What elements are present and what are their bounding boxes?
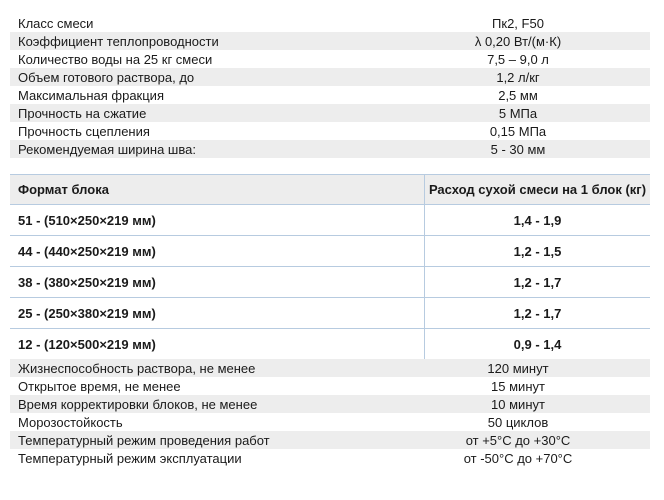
spec-value: 50 циклов: [487, 414, 549, 430]
column-header-format: Формат блока: [10, 175, 425, 205]
specs-bottom-table: [10, 359, 650, 467]
block-format-cell: 12 - (120×500×219 мм): [10, 329, 425, 360]
spec-row-pot-life: [10, 359, 650, 377]
spec-label: Прочность на сжатие: [18, 105, 147, 121]
consumption-cell: 1,2 - 1,7: [425, 267, 651, 298]
spec-row-open-time: [10, 377, 650, 395]
spec-value: от -50°С до +70°С: [463, 450, 573, 466]
spec-label: Жизнеспособность раствора, не менее: [18, 360, 256, 376]
spec-value: 1,2 л/кг: [496, 69, 540, 85]
table-row: [10, 236, 650, 267]
spec-row-compressive-strength: [10, 104, 650, 122]
spec-value: Пк2, F50: [492, 15, 544, 31]
spec-row-thermal-conductivity: [10, 32, 650, 50]
column-header-consumption: Расход сухой смеси на 1 блок (кг): [425, 175, 651, 205]
spec-value: λ 0,20 Вт/(м·К): [474, 33, 562, 49]
spec-label: Коэффициент теплопроводности: [18, 33, 219, 49]
block-format-cell: 38 - (380×250×219 мм): [10, 267, 425, 298]
table-row: [10, 205, 650, 236]
spec-value: 5 МПа: [498, 105, 538, 121]
spec-row-mix-class: [10, 14, 650, 32]
spec-value: 15 минут: [491, 378, 545, 394]
spec-row-max-fraction: [10, 86, 650, 104]
spec-value: 5 - 30 мм: [490, 141, 546, 157]
spec-label: Прочность сцепления: [18, 123, 150, 139]
spec-label: Открытое время, не менее: [18, 378, 181, 394]
table-header-row: [10, 175, 650, 205]
block-consumption-table: [10, 174, 650, 360]
spec-label: Температурный режим эксплуатации: [18, 450, 242, 466]
table-row: [10, 329, 650, 360]
table-row: [10, 267, 650, 298]
table-row: [10, 298, 650, 329]
consumption-cell: 1,2 - 1,5: [425, 236, 651, 267]
spec-label: Температурный режим проведения работ: [18, 432, 270, 448]
consumption-cell: 1,2 - 1,7: [425, 298, 651, 329]
spec-label: Максимальная фракция: [18, 87, 164, 103]
spec-value: 0,15 МПа: [489, 123, 547, 139]
spec-row-work-temperature: [10, 431, 650, 449]
spec-value: от +5°С до +30°С: [465, 432, 571, 448]
spec-label: Объем готового раствора, до: [18, 69, 195, 85]
spec-row-frost-resistance: [10, 413, 650, 431]
spec-label: Морозостойкость: [18, 414, 123, 430]
specs-top-table: [10, 14, 650, 158]
spec-label: Рекомендуемая ширина шва:: [18, 141, 196, 157]
spec-label: Время корректировки блоков, не менее: [18, 396, 258, 412]
block-format-cell: 44 - (440×250×219 мм): [10, 236, 425, 267]
spec-value: 10 минут: [491, 396, 545, 412]
spec-row-correction-time: [10, 395, 650, 413]
spec-label: Класс смеси: [18, 15, 94, 31]
consumption-cell: 1,4 - 1,9: [425, 205, 651, 236]
consumption-cell: 0,9 - 1,4: [425, 329, 651, 360]
spec-label: Количество воды на 25 кг смеси: [18, 51, 213, 67]
spec-row-mortar-volume: [10, 68, 650, 86]
spec-row-joint-width: [10, 140, 650, 158]
spec-row-adhesion-strength: [10, 122, 650, 140]
spec-value: 7,5 – 9,0 л: [487, 51, 549, 67]
spec-row-water-amount: [10, 50, 650, 68]
block-format-cell: 25 - (250×380×219 мм): [10, 298, 425, 329]
block-format-cell: 51 - (510×250×219 мм): [10, 205, 425, 236]
spec-value: 120 минут: [487, 360, 549, 376]
spec-row-service-temperature: [10, 449, 650, 467]
spec-value: 2,5 мм: [498, 87, 538, 103]
